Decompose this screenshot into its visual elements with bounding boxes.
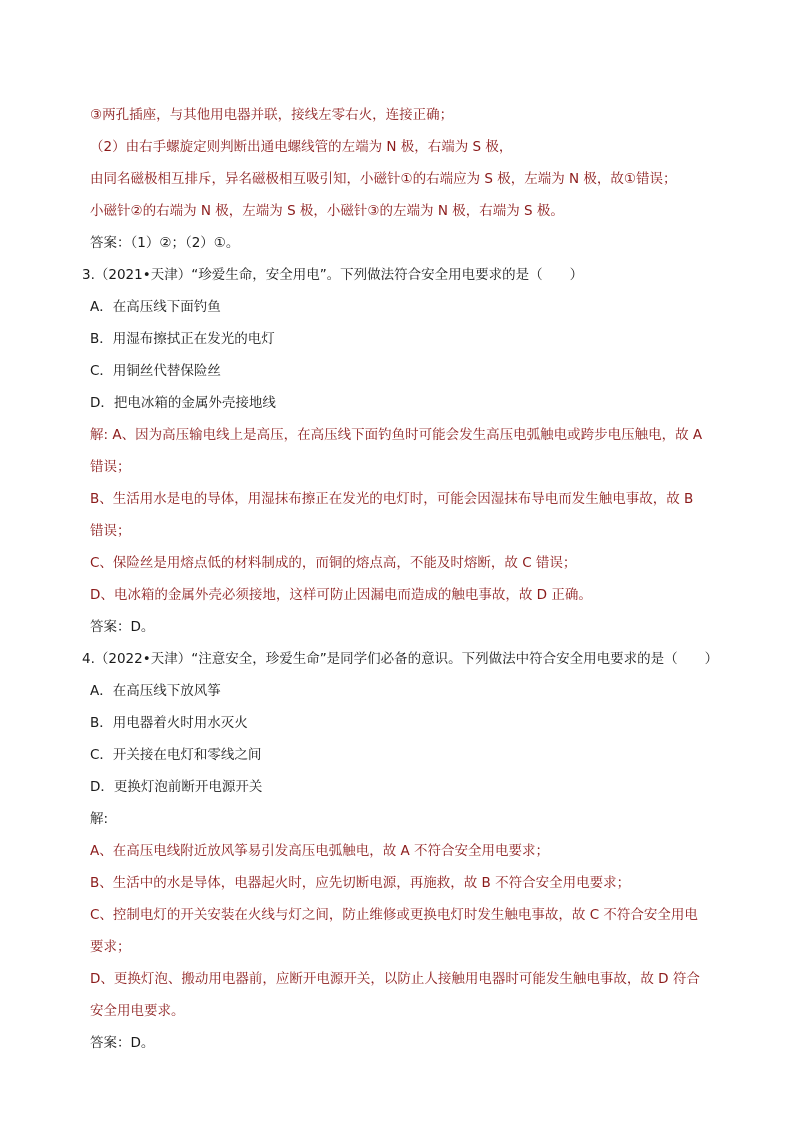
question-3-option-b: B．用湿布擦拭正在发光的电灯: [90, 331, 275, 347]
solution-line: 安全用电要求。: [90, 1003, 185, 1019]
question-3-option-c: C．用铜丝代替保险丝: [90, 363, 221, 379]
question-3-stem: 3.（2021•天津）“珍爱生命，安全用电”。下列做法符合安全用电要求的是（ ）: [82, 267, 584, 283]
solution-line: ③两孔插座，与其他用电器并联，接线左零右火，连接正确；: [90, 107, 454, 123]
question-4-option-c: C．开关接在电灯和零线之间: [90, 747, 262, 763]
question-4-option-a: A．在高压线下放风筝: [90, 683, 221, 699]
solution-line: 要求；: [90, 939, 131, 955]
solution-line: D、更换灯泡、搬动用电器前，应断开电源开关，以防止人接触用电器时可能发生触电事故，故 D 符合: [90, 971, 700, 987]
solution-line: 解: A、因为高压输电线上是高压，在高压线下面钓鱼时可能会发生高压电弧触电或跨步电压触电，故 A: [90, 427, 703, 443]
solution-line: 小磁针②的右端为 N 极，左端为 S 极，小磁针③的左端为 N 极，右端为 S 极。: [90, 203, 564, 219]
solution-label: 解:: [90, 811, 109, 827]
question-4-option-b: B．用电器着火时用水灭火: [90, 715, 248, 731]
solution-line: B、生活用水是电的导体，用湿抹布擦正在发光的电灯时，可能会因湿抹布导电而发生触电事故，故 B: [90, 491, 694, 507]
solution-line: B、生活中的水是导体，电器起火时，应先切断电源，再施救，故 B 不符合安全用电要求；: [90, 875, 631, 891]
question-3-option-a: A．在高压线下面钓鱼: [90, 299, 221, 315]
solution-line: C、控制电灯的开关安装在火线与灯之间，防止维修或更换电灯时发生触电事故，故 C 不符合安全用电: [90, 907, 698, 923]
answer-line: 答案：D。: [90, 619, 155, 635]
answer-line: 答案：D。: [90, 1035, 155, 1051]
solution-line: （2）由右手螺旋定则判断出通电螺线管的左端为 N 极，右端为 S 极，: [90, 139, 513, 155]
solution-line: 由同名磁极相互排斥，异名磁极相互吸引知，小磁针①的右端应为 S 极，左端为 N 极，故①错误；: [90, 171, 677, 187]
question-4-stem: 4.（2022•天津）“注意安全，珍爱生命”是同学们必备的意识。下列做法中符合安全用电要求的是（ ）: [82, 651, 719, 667]
solution-line: C、保险丝是用熔点低的材料制成的，而铜的熔点高，不能及时熔断，故 C 错误；: [90, 555, 577, 571]
solution-line: D、电冰箱的金属外壳必须接地，这样可防止因漏电而造成的触电事故，故 D 正确。: [90, 587, 592, 603]
question-4-option-d: D．更换灯泡前断开电源开关: [90, 779, 263, 795]
answer-line: 答案：（1）②；（2）①。: [90, 235, 240, 251]
solution-line: 错误；: [90, 459, 131, 475]
solution-line: A、在高压电线附近放风筝易引发高压电弧触电，故 A 不符合安全用电要求；: [90, 843, 550, 859]
solution-line: 错误；: [90, 523, 131, 539]
question-3-option-d: D．把电冰箱的金属外壳接地线: [90, 395, 276, 411]
